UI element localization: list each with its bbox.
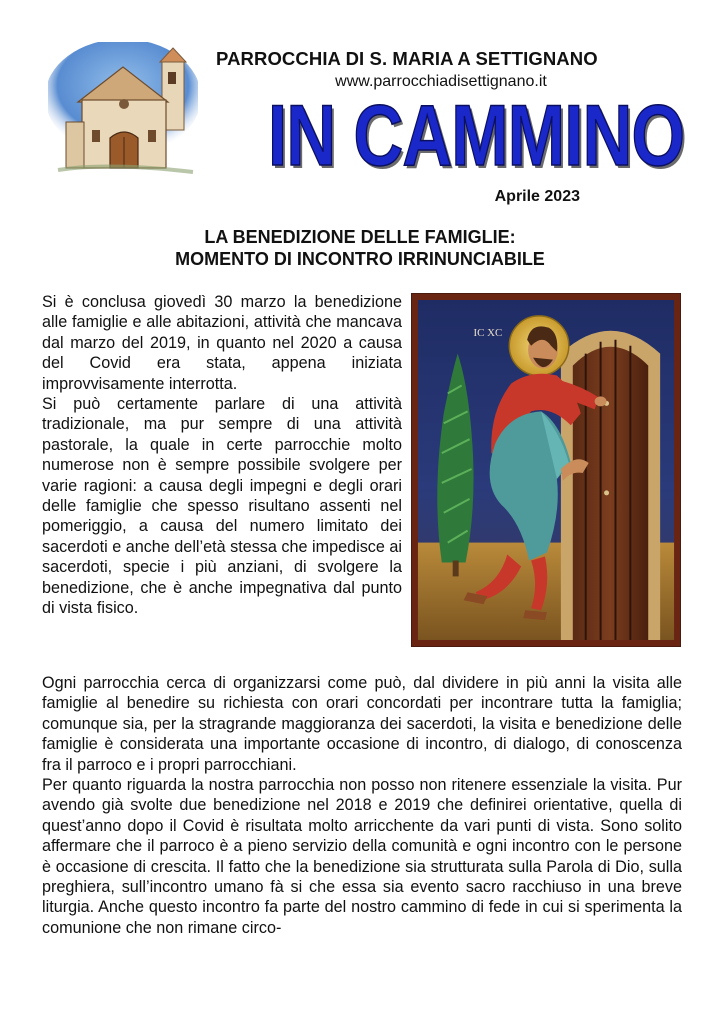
article-paragraph-3: Ogni parrocchia cerca di organizzarsi come può, dal dividere in più anni la visita alle famiglie al benedire su richiesta con orari concordati per incontrare tutta la famiglia; comunque sia, per la stragrande maggioranza dei sacerdoti, la visita e benedizione delle famiglie è considerata una importante occasione di incontro, di dialogo, di conoscenza fra il parroco e i propri parrocchiani. xyxy=(42,674,682,774)
headline-line-1: LA BENEDIZIONE DELLE FAMIGLIE: xyxy=(204,227,516,247)
headline-line-2: MOMENTO DI INCONTRO IRRINUNCIABILE xyxy=(175,249,545,269)
article-headline xyxy=(100,226,620,270)
christ-knocking-icon-image xyxy=(411,293,681,647)
website-url[interactable]: www.parrocchiadisettignano.it xyxy=(335,73,547,90)
masthead-title: IN CAMMINO xyxy=(268,88,685,184)
church-illustration xyxy=(48,42,198,182)
article-column-top xyxy=(42,292,402,619)
icon-inscription: IC XC xyxy=(473,326,503,339)
issue-date: Aprile 2023 xyxy=(494,188,580,205)
article-column-bottom xyxy=(42,673,682,938)
article-paragraph-4: Per quanto riguarda la nostra parrocchia non posso non ritenere essenziale la visita. Pur avendo già svolte due benedizione nel 2018 e 2019 che definirei orientative, quella di quest’anno dopo il Covid è risultata molto arricchente da vari punti di vista. Sono solito affermare che il parroco è a pieno servizio della comunità e ogni incontro con le persone è occasione di crescita. Il fatto che la benedizione sia strutturata sulla Parola di Dio, sulla preghiera, sull’incontro umano fà si che essa sia evento sacro racchiuso in una breve liturgia. Anche questo incontro fa parte del nostro cammino di fede in cui si sperimenta la comunione che non rimane circo- xyxy=(42,776,682,937)
parish-name: PARROCCHIA DI S. MARIA A SETTIGNANO xyxy=(216,48,598,69)
article-paragraph-2: Si può certamente parlare di una attività tradizionale, ma pur sempre di una attività pastorale, la quale in certe parrocchie molto numerose non è sempre possibile svolgere per varie ragioni: a causa degli impegni e degli orari delle famiglie che spesso risultano assenti nel pomeriggio, a causa del numero limitato dei sacerdoti e anche dell’età stessa che impedisce ai sacerdoti, specie i più anziani, di svolgere la benedizione, che è anche impegnativa dal punto di vista fisico. xyxy=(42,395,402,618)
article-paragraph-1: Si è conclusa giovedì 30 marzo la benedizione alle famiglie e alle abitazioni, attività che mancava dal marzo del 2019, in quanto nel 2020 a causa del Covid era stata, appena iniziata improvvisamente interrotta. xyxy=(42,293,402,393)
